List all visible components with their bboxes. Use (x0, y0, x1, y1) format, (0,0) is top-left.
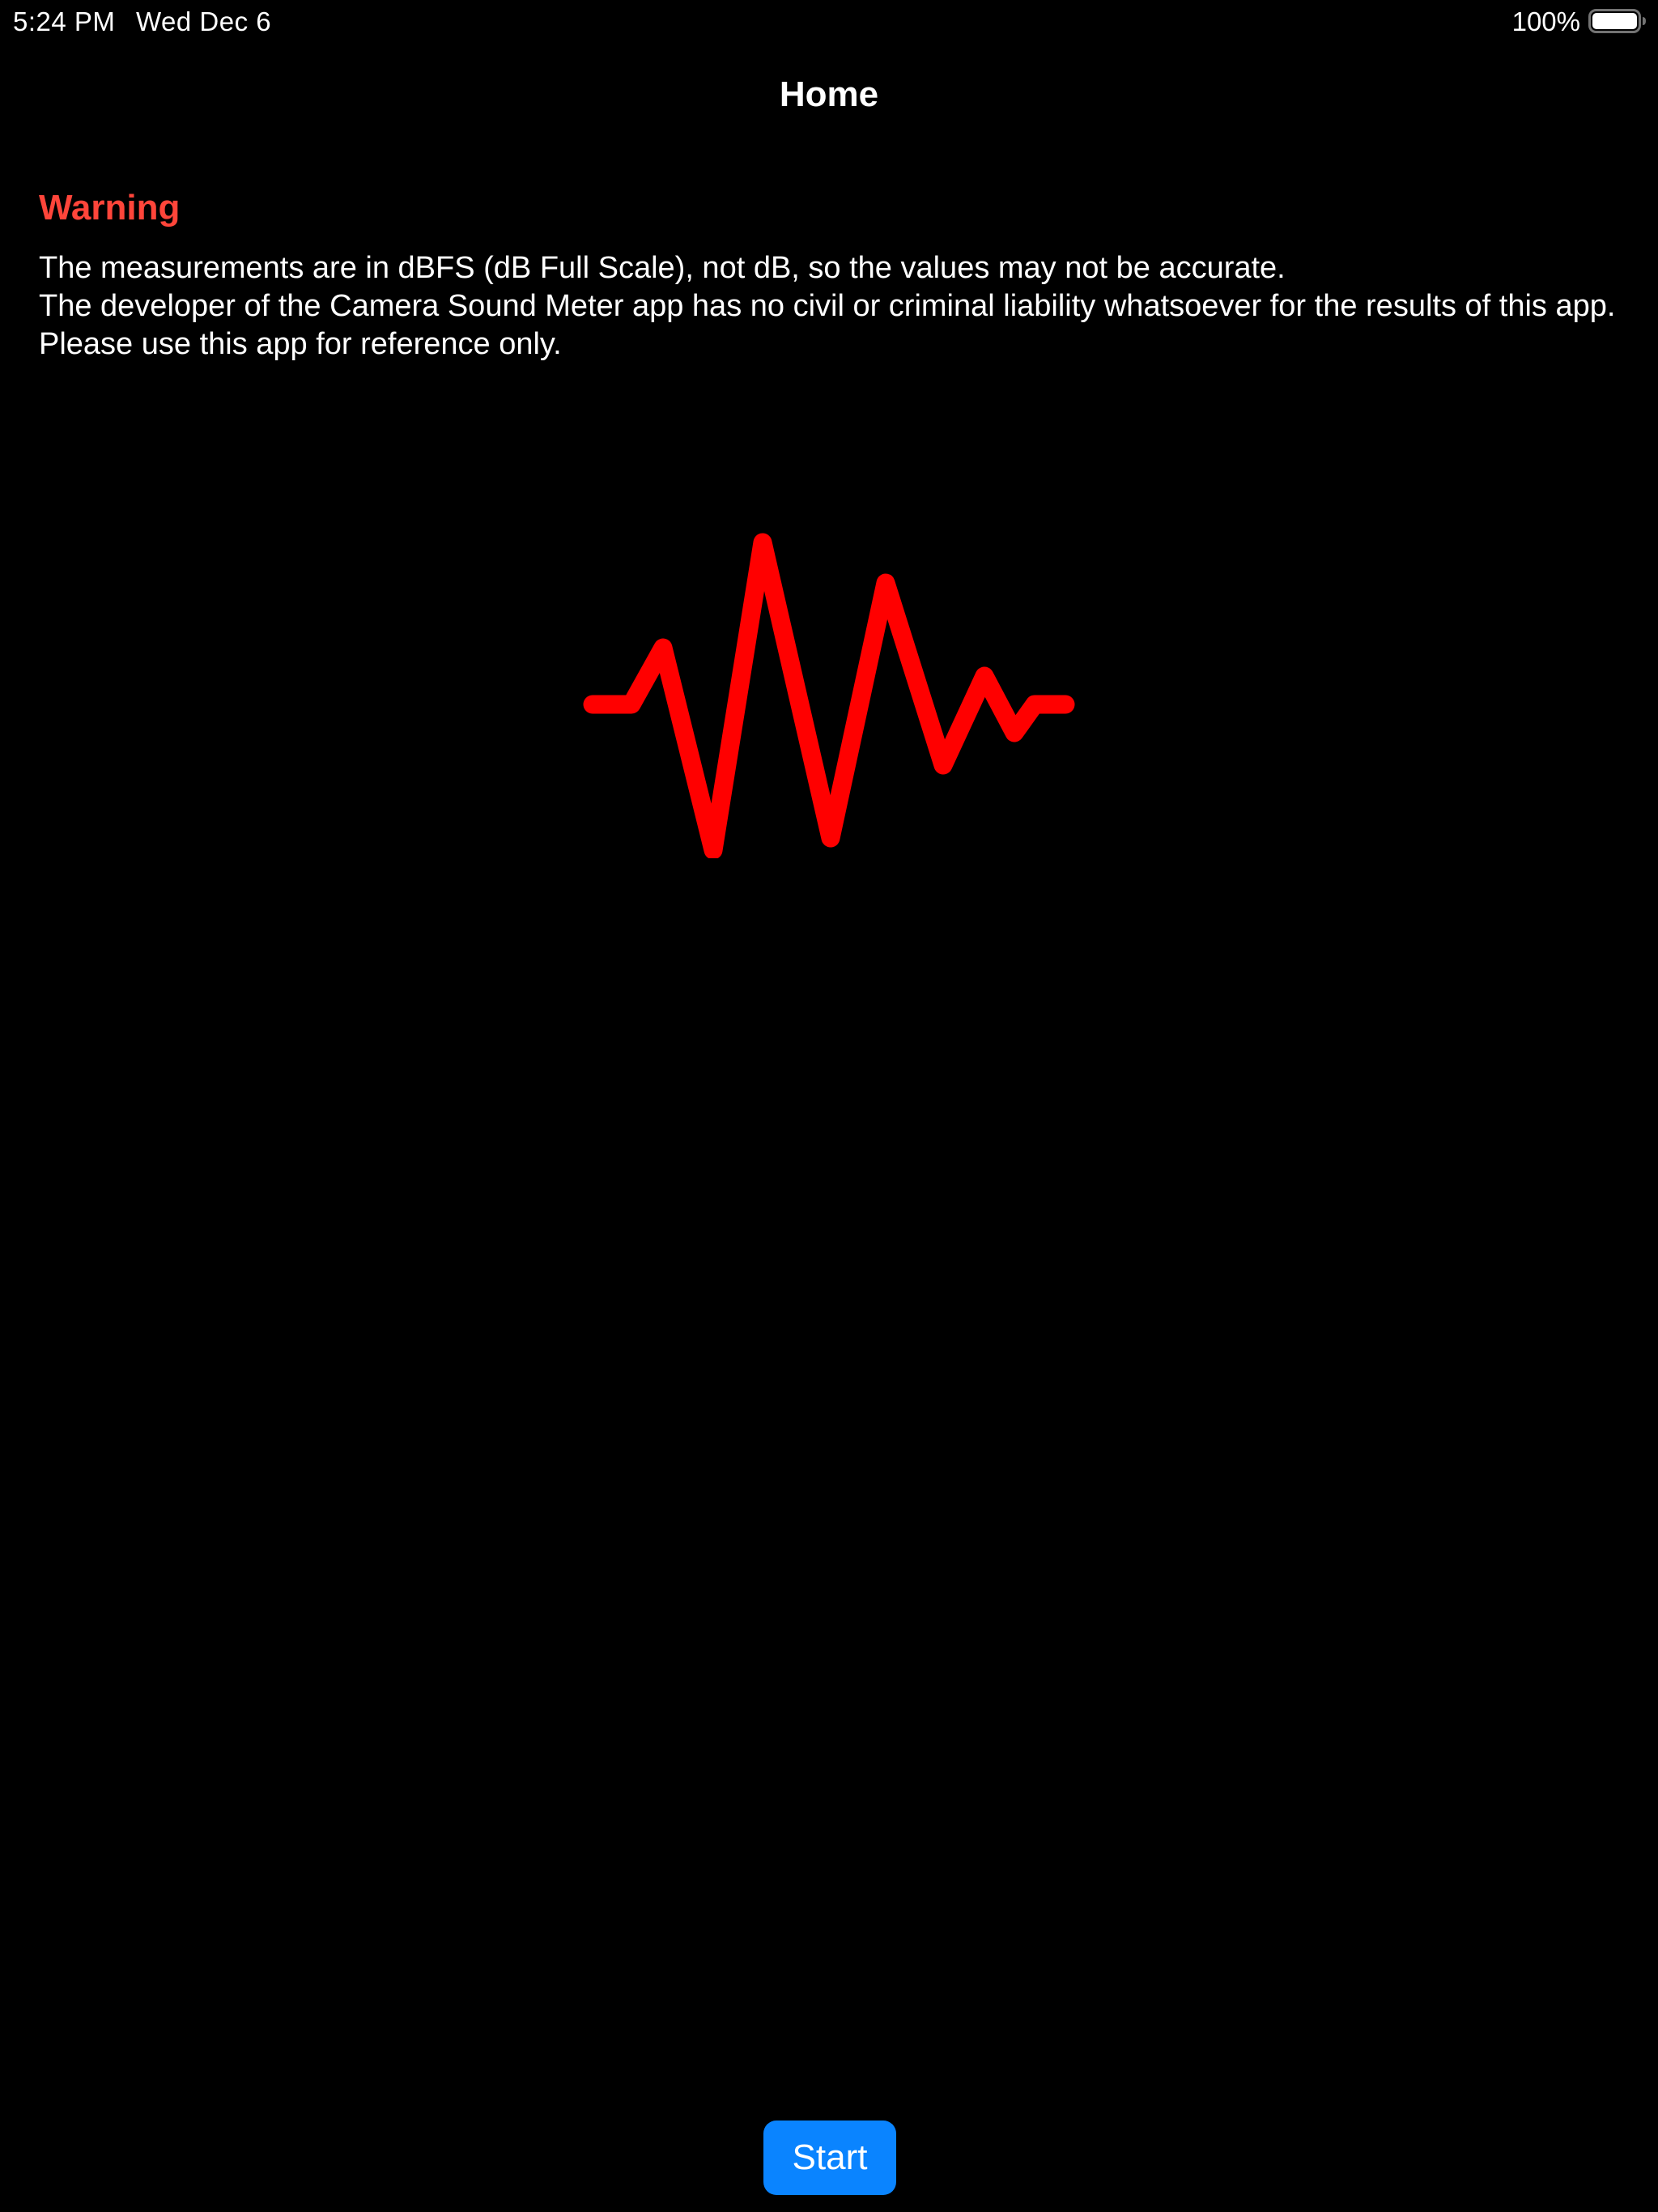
battery-full-icon (1588, 9, 1647, 33)
status-date: Wed Dec 6 (136, 6, 272, 36)
warning-title: Warning (39, 188, 181, 228)
warning-line: Please use this app for reference only. (39, 327, 562, 361)
battery-percent: 100% (1511, 6, 1580, 36)
status-bar (0, 0, 1658, 42)
sound-wave-icon (567, 518, 1101, 858)
warning-line: The developer of the Camera Sound Meter app has no civil or criminal liability whatsoever for the results of this app. (39, 289, 1616, 323)
start-button[interactable]: Start (763, 2121, 896, 2195)
warning-line: The measurements are in dBFS (dB Full Scale), not dB, so the values may not be accurate. (39, 251, 1286, 285)
sound-wave-line (593, 542, 1065, 850)
page-title: Home (779, 74, 879, 114)
status-time: 5:24 PM (13, 6, 116, 36)
warning-text (39, 249, 1626, 364)
